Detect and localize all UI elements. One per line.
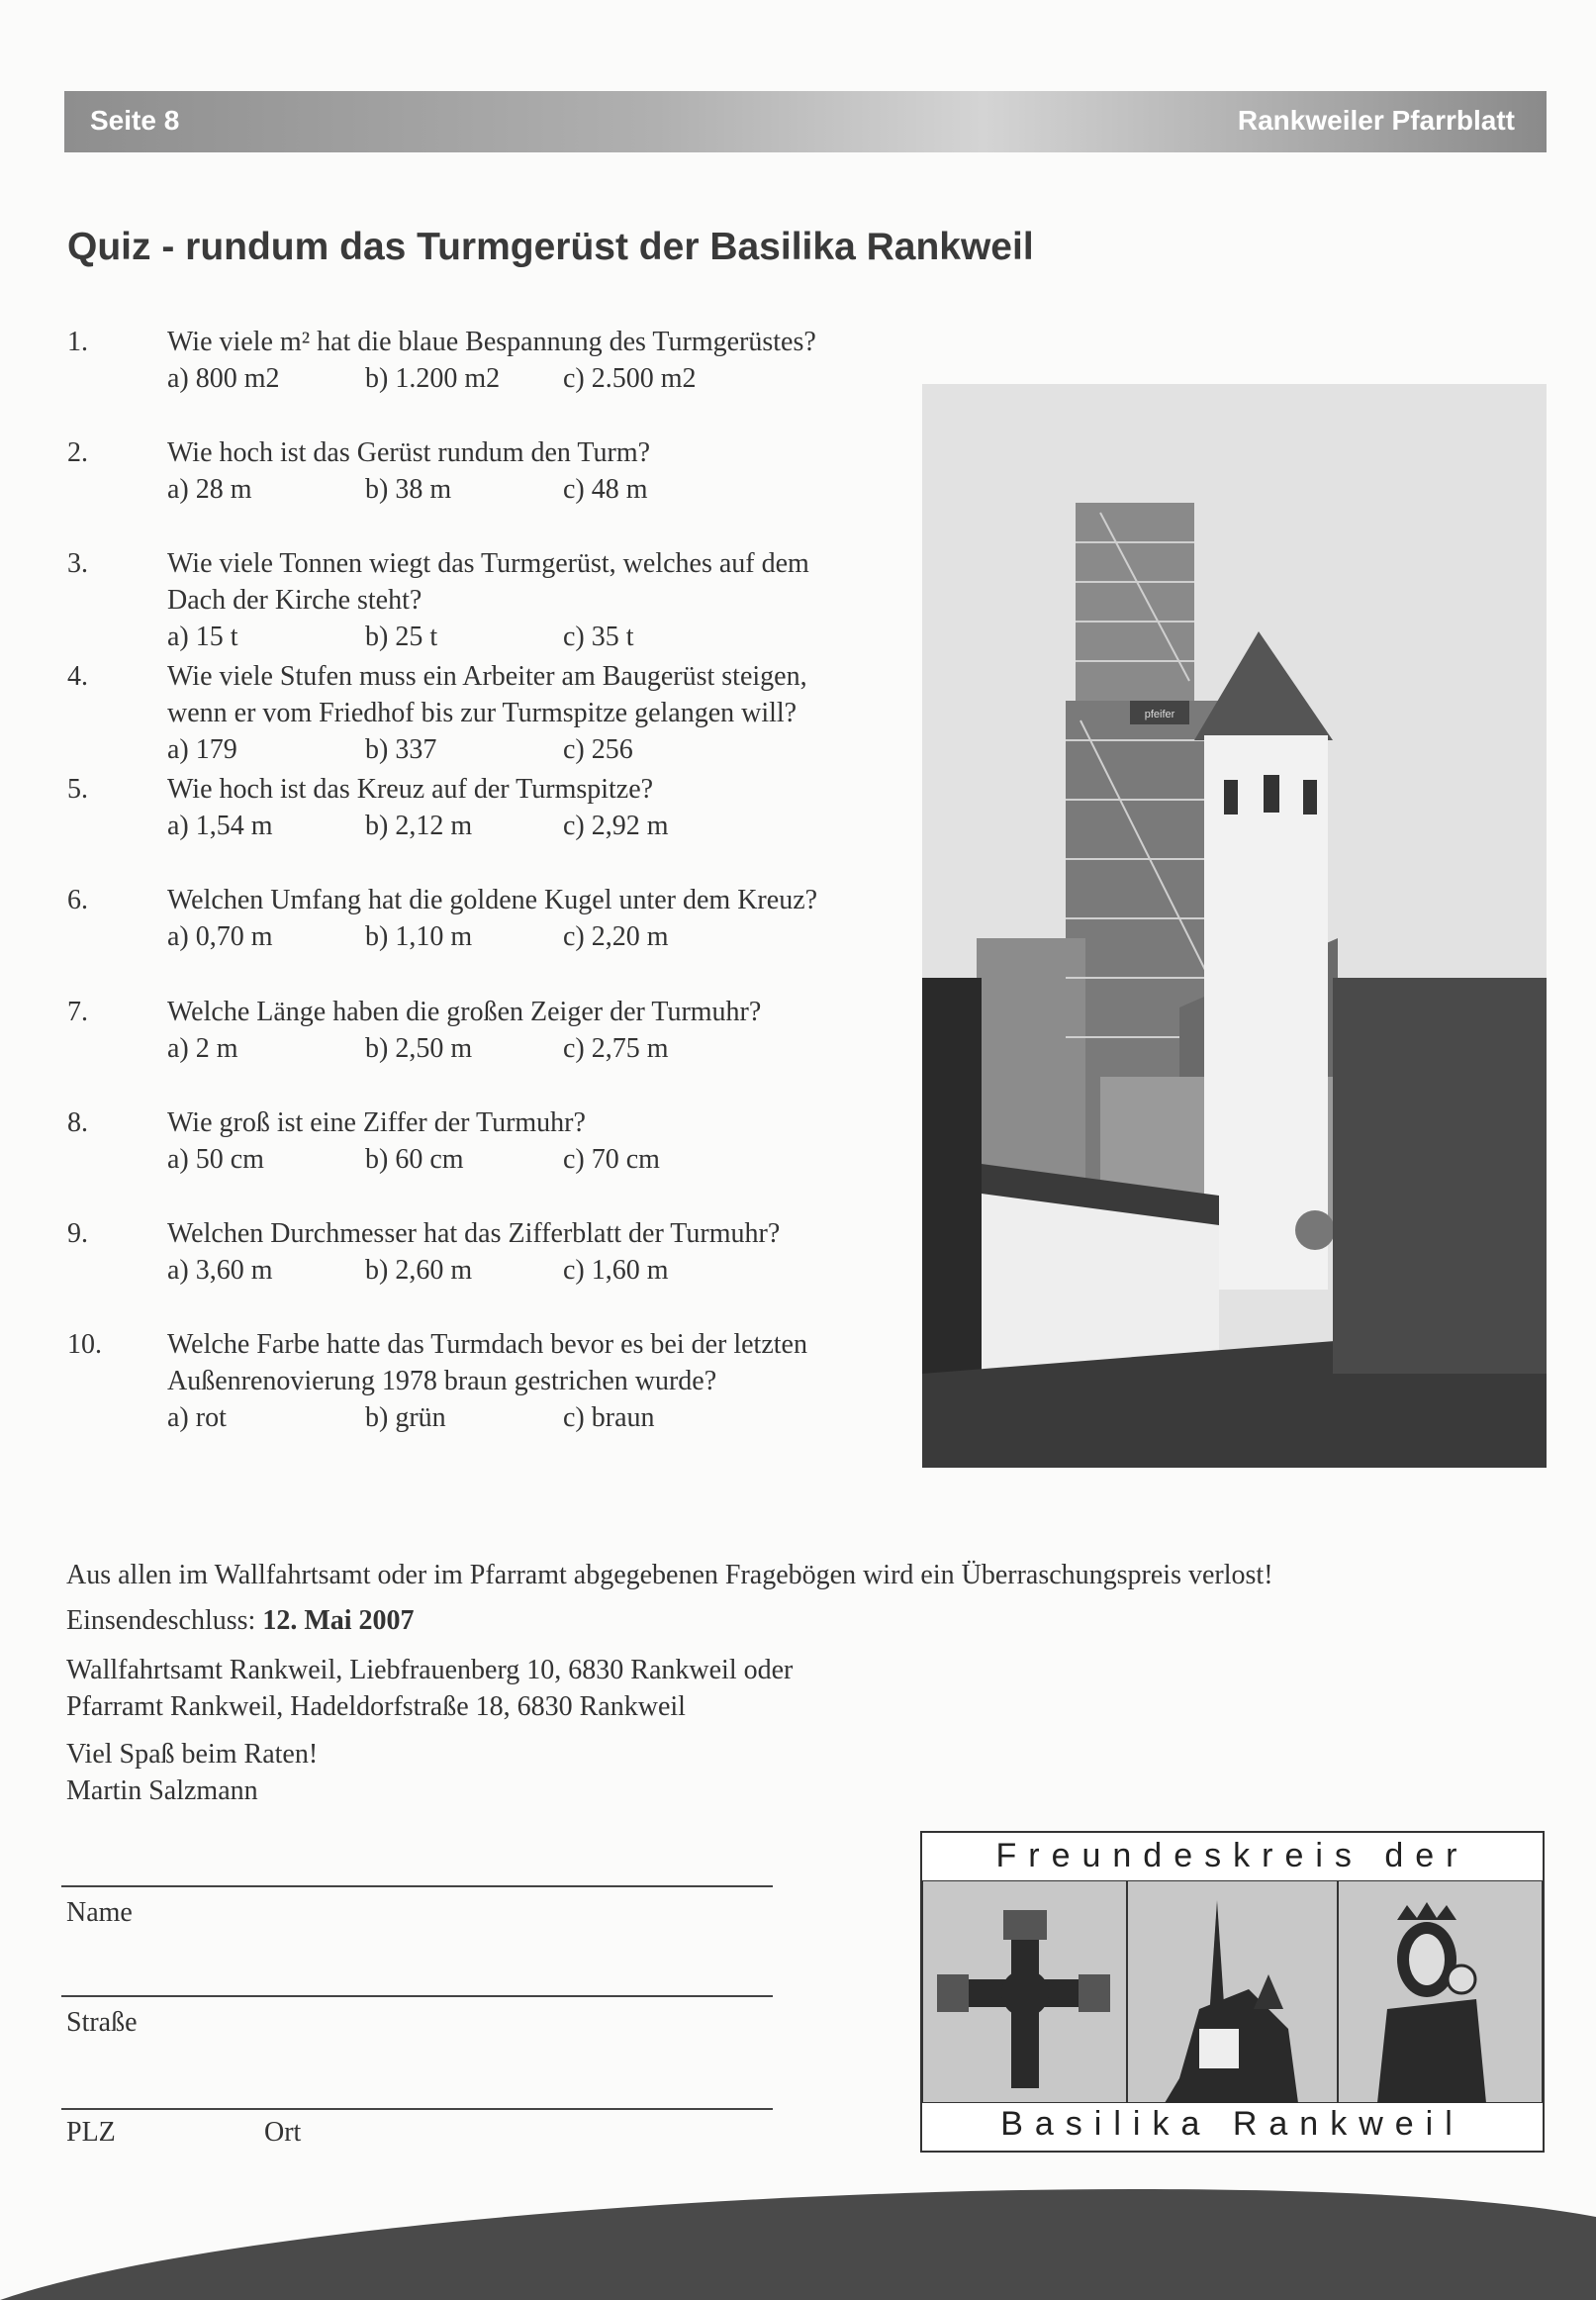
name-field-line[interactable] xyxy=(61,1885,773,1887)
question-text: Wie groß ist eine Ziffer der Turmuhr? xyxy=(167,1107,586,1138)
name-label: Name xyxy=(66,1897,133,1928)
answer-option[interactable]: b) 2,60 m xyxy=(365,1255,473,1286)
deadline-date: 12. Mai 2007 xyxy=(262,1605,415,1636)
answer-option[interactable]: b) 1,10 m xyxy=(365,921,473,952)
answer-options xyxy=(167,1141,918,1178)
answer-option[interactable]: a) rot xyxy=(167,1402,227,1433)
logo-bottom-text: Basilika Rankweil xyxy=(1000,2105,1464,2143)
question-text: Dach der Kirche steht? xyxy=(167,585,422,616)
answer-option[interactable]: a) 50 cm xyxy=(167,1144,264,1175)
question-number: 9. xyxy=(67,1218,88,1249)
round-tower xyxy=(1194,631,1335,1290)
answer-option[interactable]: b) 1.200 m2 xyxy=(365,363,501,394)
scaffold-banner-text: pfeifer xyxy=(1144,709,1175,720)
quiz-question xyxy=(67,324,918,397)
answer-options xyxy=(167,360,918,397)
answer-option[interactable]: c) braun xyxy=(563,1402,655,1433)
answer-option[interactable]: a) 0,70 m xyxy=(167,921,273,952)
freundeskreis-logo xyxy=(920,1831,1545,2153)
question-text: Wie hoch ist das Kreuz auf der Turmspitze? xyxy=(167,774,654,805)
question-text: Wie viele Tonnen wiegt das Turmgerüst, welches auf dem xyxy=(167,548,809,579)
answer-option[interactable]: b) 337 xyxy=(365,734,437,765)
answer-option[interactable]: c) 2,75 m xyxy=(563,1033,669,1064)
city-label: Ort xyxy=(264,2117,302,2148)
quiz-question xyxy=(67,658,918,768)
answer-options xyxy=(167,619,918,655)
answer-option[interactable]: a) 800 m2 xyxy=(167,363,280,394)
answer-options xyxy=(167,1030,918,1067)
answer-options xyxy=(167,1252,918,1289)
city-field-line[interactable] xyxy=(61,2108,773,2110)
answer-option[interactable]: a) 179 xyxy=(167,734,237,765)
publication-name: Rankweiler Pfarrblatt xyxy=(1237,105,1515,136)
answer-option[interactable]: b) 38 m xyxy=(365,474,452,505)
question-number: 6. xyxy=(67,885,88,915)
answer-option[interactable]: b) 25 t xyxy=(365,622,438,652)
question-text: Wie viele Stufen muss ein Arbeiter am Baugerüst steigen, xyxy=(167,661,807,692)
deadline xyxy=(66,1602,415,1639)
answer-option[interactable]: c) 256 xyxy=(563,734,633,765)
answer-option[interactable]: a) 28 m xyxy=(167,474,252,505)
street-label: Straße xyxy=(66,2007,138,2038)
answer-options xyxy=(167,808,918,844)
answer-option[interactable]: c) 2,92 m xyxy=(563,811,669,841)
logo-images xyxy=(922,1880,1543,2103)
question-text: Welchen Umfang hat die goldene Kugel unter dem Kreuz? xyxy=(167,885,818,915)
basilica-scaffold-photo xyxy=(922,384,1547,1468)
question-number: 1. xyxy=(67,327,88,357)
closing-text: Viel Spaß beim Raten! xyxy=(66,1739,319,1770)
address-wallfahrtsamt: Wallfahrtsamt Rankweil, Liebfrauenberg 10, 6830 Rankweil oder xyxy=(66,1655,794,1685)
answer-option[interactable]: b) grün xyxy=(365,1402,446,1433)
quiz-question xyxy=(67,1215,918,1289)
question-text: Welche Länge haben die großen Zeiger der Turmuhr? xyxy=(167,997,762,1027)
street-field-line[interactable] xyxy=(61,1995,773,1997)
bottom-decorative-arc xyxy=(0,2177,1596,2300)
question-number: 8. xyxy=(67,1107,88,1138)
quiz-question xyxy=(67,1104,918,1178)
answer-option[interactable]: b) 60 cm xyxy=(365,1144,464,1175)
answer-option[interactable]: c) 2,20 m xyxy=(563,921,669,952)
zip-label: PLZ xyxy=(66,2117,116,2148)
question-number: 2. xyxy=(67,437,88,468)
answer-options xyxy=(167,731,918,768)
answer-options xyxy=(167,471,918,508)
address-pfarramt: Pfarramt Rankweil, Hadeldorfstraße 18, 6830 Rankweil xyxy=(66,1691,686,1722)
quiz-question xyxy=(67,994,918,1067)
question-text: Welche Farbe hatte das Turmdach bevor es bei der letzten xyxy=(167,1329,807,1360)
answer-option[interactable]: c) 1,60 m xyxy=(563,1255,669,1286)
answer-option[interactable]: c) 48 m xyxy=(563,474,648,505)
answer-options xyxy=(167,918,918,955)
answer-option[interactable]: c) 70 cm xyxy=(563,1144,660,1175)
question-text: Außenrenovierung 1978 braun gestrichen wurde? xyxy=(167,1366,717,1396)
answer-option[interactable]: b) 2,12 m xyxy=(365,811,473,841)
page-header-bar xyxy=(64,91,1547,152)
raffle-note: Aus allen im Wallfahrtsamt oder im Pfarramt abgegebenen Fragebögen wird ein Überraschungspreis verlost! xyxy=(66,1560,1273,1590)
answer-option[interactable]: a) 2 m xyxy=(167,1033,238,1064)
answer-option[interactable]: b) 2,50 m xyxy=(365,1033,473,1064)
question-number: 5. xyxy=(67,774,88,805)
question-number: 4. xyxy=(67,661,88,692)
question-number: 7. xyxy=(67,997,88,1027)
question-text: Wie hoch ist das Gerüst rundum den Turm? xyxy=(167,437,651,468)
page-number: Seite 8 xyxy=(90,105,180,136)
answer-option[interactable]: c) 35 t xyxy=(563,622,634,652)
logo-top-text: Freundeskreis der xyxy=(995,1837,1469,1874)
author-name: Martin Salzmann xyxy=(66,1775,258,1806)
quiz-question xyxy=(67,882,918,955)
question-number: 3. xyxy=(67,548,88,579)
question-text: Wie viele m² hat die blaue Bespannung des Turmgerüstes? xyxy=(167,327,816,357)
answer-option[interactable]: a) 15 t xyxy=(167,622,238,652)
quiz-question xyxy=(67,434,918,508)
question-text: Welchen Durchmesser hat das Zifferblatt der Turmuhr? xyxy=(167,1218,781,1249)
answer-option[interactable]: a) 3,60 m xyxy=(167,1255,273,1286)
quiz-question xyxy=(67,771,918,844)
page-title: Quiz - rundum das Turmgerüst der Basilika Rankweil xyxy=(67,226,1034,268)
question-text: wenn er vom Friedhof bis zur Turmspitze gelangen will? xyxy=(167,698,798,728)
answer-option[interactable]: c) 2.500 m2 xyxy=(563,363,697,394)
question-number: 10. xyxy=(67,1329,102,1360)
deadline-label: Einsendeschluss: xyxy=(66,1605,256,1636)
quiz-question xyxy=(67,1326,918,1436)
answer-option[interactable]: a) 1,54 m xyxy=(167,811,273,841)
answer-options xyxy=(167,1399,918,1436)
quiz-question xyxy=(67,545,918,655)
